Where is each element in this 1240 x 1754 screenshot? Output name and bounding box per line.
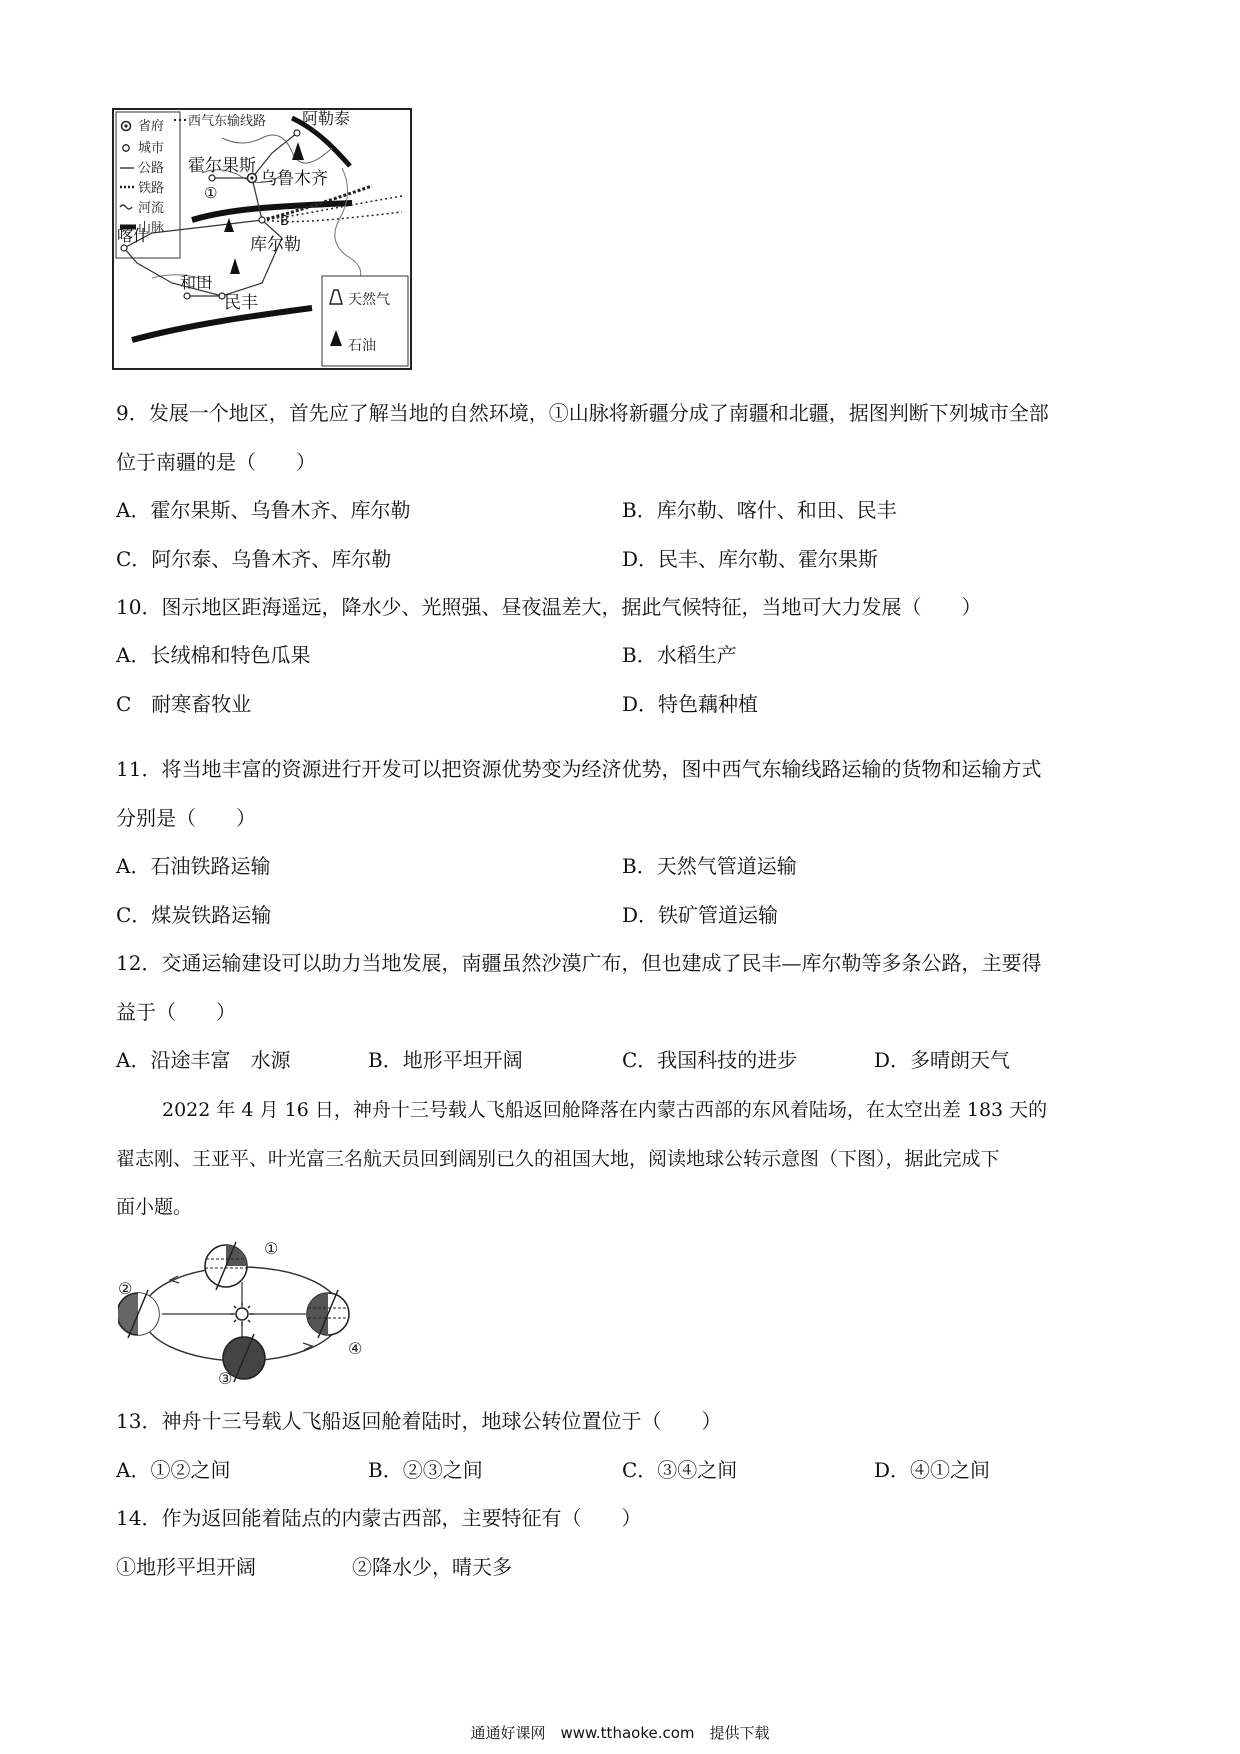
earth-orbit-diagram [118,1238,366,1386]
q14-statement-1: ①地形平坦开阔 [116,1555,256,1579]
q12-option-a[interactable]: A．沿途丰富 水源 [116,1048,291,1072]
intro-line2: 翟志刚、王亚平、叶光富三名航天员回到阔别已久的祖国大地，阅读地球公转示意图（下图），据此完成下 [116,1148,1000,1170]
xinjiang-map-figure [112,108,412,370]
legend-mountain: 山脉 [138,221,165,236]
q13-option-b[interactable]: B．②③之间 [368,1458,483,1482]
orbit-label-4: ④ [348,1339,363,1358]
q9-stem-line2: 位于南疆的是（ ） [116,450,316,474]
label-huoerguosi: 霍尔果斯 [188,156,256,176]
legend-capital: 省府 [138,119,165,134]
orbit-label-1: ① [264,1239,279,1258]
q9-option-b[interactable]: B．库尔勒、喀什、和田、民丰 [622,498,897,522]
q11-option-c[interactable]: C．煤炭铁路运输 [116,903,272,927]
intro-line1: 2022 年 4 月 16 日，神舟十三号载人飞船返回舱降落在内蒙古西部的东风着陆场，在太空出差 183 天的 [162,1099,1048,1121]
q9-option-c[interactable]: C．阿尔泰、乌鲁木齐、库尔勒 [116,547,392,571]
q11-stem-line1: 11．将当地丰富的资源进行开发可以把资源优势变为经济优势，图中西气东输线路运输的货物和运输方式 [116,757,1042,781]
legend-river: 河流 [138,201,165,216]
legend-oil: 石油 [348,338,376,354]
q11-stem-line2: 分别是（ ） [116,806,256,830]
q9-option-a[interactable]: A．霍尔果斯、乌鲁木齐、库尔勒 [116,498,411,522]
xinjiang-map [112,108,412,370]
q9-option-d[interactable]: D．民丰、库尔勒、霍尔果斯 [622,547,879,571]
earth-position-1 [205,1242,247,1290]
q14-statement-2: ②降水少，晴天多 [352,1555,512,1579]
q13-option-d[interactable]: D．④①之间 [874,1458,991,1482]
label-urumqi: 乌鲁木齐 [260,169,328,189]
q13-option-a[interactable]: A．①②之间 [116,1458,231,1482]
orbit-label-3: ③ [218,1369,233,1386]
intro-line3: 面小题。 [116,1196,193,1218]
page-footer: 通通好课网 www.tthaoke.com 提供下载 [470,1724,770,1742]
q10-stem-line1: 10．图示地区距海遥远，降水少、光照强、昼夜温差大，据此气候特征，当地可大力发展（ ） [116,595,982,619]
legend-railway: 铁路 [138,181,165,196]
q10-option-c[interactable]: C 耐寒畜牧业 [116,692,252,716]
label-aletai: 阿勒泰 [302,109,351,128]
q14-stem-line1: 14．作为返回能着陆点的内蒙古西部，主要特征有（ ） [116,1506,642,1530]
orbit-label-2: ② [118,1279,133,1298]
q11-option-b[interactable]: B．天然气管道运输 [622,854,797,878]
label-minfeng: 民丰 [224,293,258,313]
earth-position-4 [307,1290,349,1338]
earth-orbit-figure [118,1238,366,1386]
legend-natural-gas: 天然气 [348,292,390,308]
label-kashi: 喀什 [117,226,150,245]
q12-option-d[interactable]: D．多晴朗天气 [874,1048,1011,1072]
q12-option-b[interactable]: B．地形平坦开阔 [368,1048,523,1072]
q13-stem-line1: 13．神舟十三号载人飞船返回舱着陆时，地球公转位置位于（ ） [116,1409,722,1433]
q12-stem-line2: 益于（ ） [116,1000,236,1024]
q10-option-a[interactable]: A．长绒棉和特色瓜果 [116,643,311,667]
label-kuerle: 库尔勒 [250,235,301,255]
q10-option-d[interactable]: D．特色藕种植 [622,692,759,716]
q12-option-c[interactable]: C．我国科技的进步 [622,1048,798,1072]
q9-stem-line1: 9．发展一个地区，首先应了解当地的自然环境，①山脉将新疆分成了南疆和北疆，据图判断下列城市全部 [116,401,1049,425]
q10-option-b[interactable]: B．水稻生产 [622,643,737,667]
legend-road: 公路 [138,161,165,176]
marker-1: ① [204,184,218,202]
legend-city: 城市 [138,141,165,156]
label-hetian: 和田 [180,273,213,292]
q11-option-a[interactable]: A．石油铁路运输 [116,854,271,878]
marker-b: B [280,214,289,229]
q12-stem-line1: 12．交通运输建设可以助力当地发展，南疆虽然沙漠广布，但也建成了民丰—库尔勒等多条公路，主要得 [116,951,1042,975]
legend-pipeline: 西气东输线路 [188,114,267,129]
q13-option-c[interactable]: C．③④之间 [622,1458,738,1482]
q11-option-d[interactable]: D．铁矿管道运输 [622,903,779,927]
